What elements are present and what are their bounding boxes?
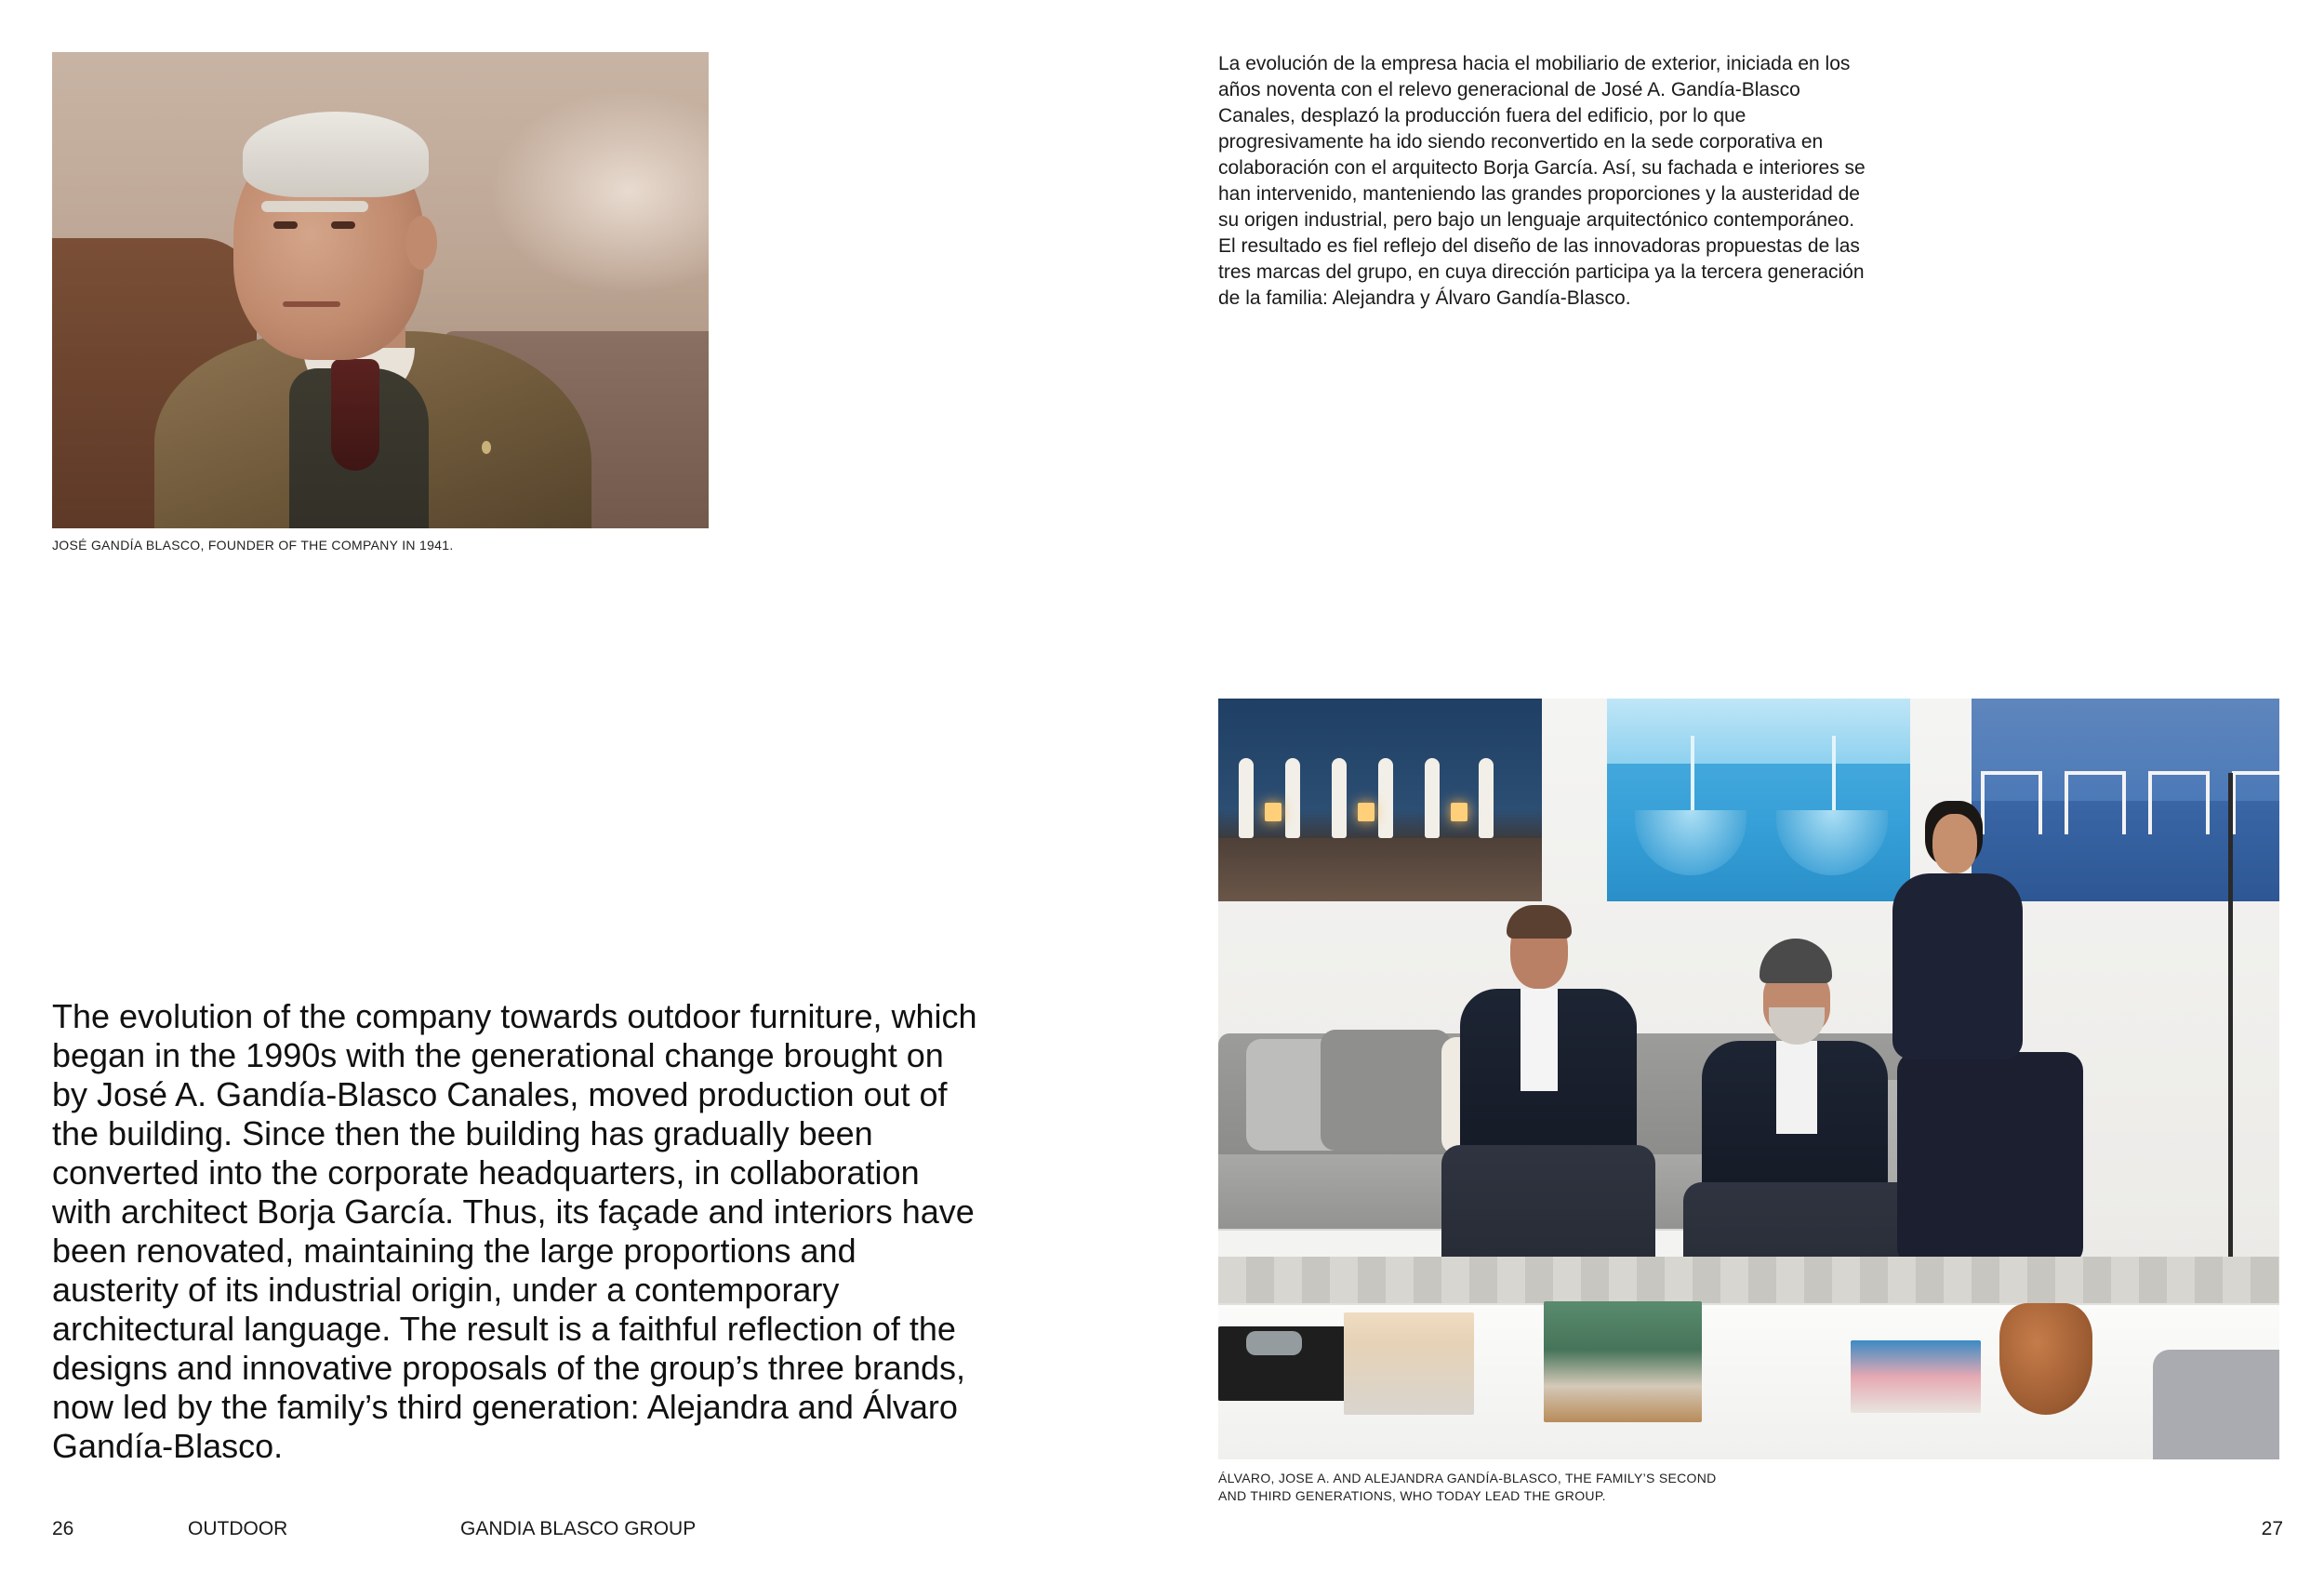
page-number-left: 26 bbox=[52, 1518, 74, 1539]
magazine-stack bbox=[1851, 1340, 1981, 1413]
footer-publication-name: GANDIA BLASCO GROUP bbox=[460, 1518, 697, 1539]
beach-procession-artwork bbox=[1218, 699, 1542, 901]
family-photo-caption bbox=[1218, 1470, 1776, 1505]
page-number-right: 27 bbox=[2261, 1518, 2283, 1539]
wooden-bowl bbox=[1999, 1303, 2092, 1415]
family-photo-caption-line-2: AND THIRD GENERATIONS, WHO TODAY LEAD THE GROUP. bbox=[1218, 1488, 1606, 1503]
founder-portrait-photo bbox=[52, 52, 709, 528]
founder-photo-caption: JOSÉ GANDÍA BLASCO, FOUNDER OF THE COMPANY IN 1941. bbox=[52, 538, 454, 553]
floor-lamp bbox=[2228, 773, 2233, 1257]
book-stack bbox=[1344, 1312, 1474, 1415]
family-group-photo bbox=[1218, 699, 2279, 1459]
book-stack bbox=[1544, 1301, 1702, 1422]
footer-section-name: OUTDOOR bbox=[188, 1518, 288, 1539]
blue-umbrellas-artwork bbox=[1607, 699, 1910, 901]
person-alejandra bbox=[1897, 1052, 2083, 1266]
family-photo-caption-line-1: ÁLVARO, JOSE A. AND ALEJANDRA GANDÍA-BLASCO, THE FAMILY’S SECOND bbox=[1218, 1471, 1717, 1485]
body-text-spanish: La evolución de la empresa hacia el mobiliario de exterior, iniciada en los años noventa con el relevo generacional de José A. Gandía-Blasco Canales, desplazó la producción fuera del edificio, por lo que progresivamente ha ido siendo reconvertido en la sede corporativa en colaboración con el arquitecto Borja García. Así, su fachada e interiores se han intervenido, manteniendo las grandes proporciones y la austeridad de su origen industrial, pero bajo un lenguaje arquitectónico contemporáneo. El resultado es fiel reflejo del diseño de las innovadoras propuestas de las tres marcas del grupo, en cuya dirección participa ya la tercera generación de la familia: Alejandra y Álvaro Gandía-Blasco. bbox=[1218, 53, 1866, 309]
seaside-cabanas-artwork bbox=[1972, 699, 2279, 901]
body-text-english: The evolution of the company towards outdoor furniture, which began in the 1990s with the generational change brought on by José A. Gandía-Blasco Canales, moved production out of the building. Since then the building has gradually been converted into the corporate headquarters, in collaboration with architect Borja García. Thus, its façade and interiors have been renovated, maintaining the large proportions and austerity of its industrial origin, under a contemporary architectural language. The result is a faithful reflection of the designs and innovative proposals of the group’s three brands, now led by the family’s third generation: Alejandra and Álvaro Gandía-Blasco. bbox=[52, 997, 977, 1465]
